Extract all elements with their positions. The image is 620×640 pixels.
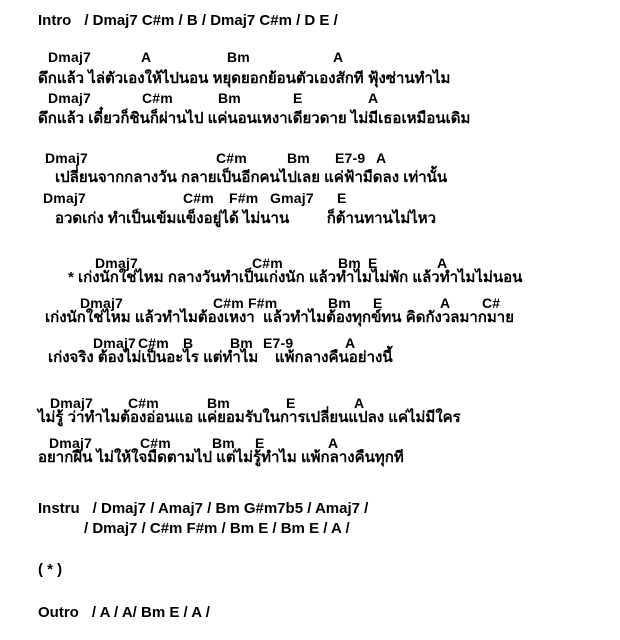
chord-a: A (345, 335, 356, 351)
chord-cm: C#m (252, 255, 283, 271)
chord-cm: C#m (216, 150, 247, 166)
chord-e: E (293, 90, 303, 106)
lyric-line: อยากฝืน ไม่ให้ใจมืดตามไป แต่ไม่รู้ทำไม แพ้กลางคืนทุกที (38, 449, 404, 466)
chord-fm: F#m (229, 190, 259, 206)
chord-a: A (440, 295, 451, 311)
chord-bm: Bm (212, 435, 235, 451)
chord-cm: C#m (138, 335, 169, 351)
chord-e79: E7-9 (335, 150, 366, 166)
chord-fm: F#m (248, 295, 278, 311)
chord-a: A (376, 150, 387, 166)
chord-a: A (333, 49, 344, 65)
lyric-line: อวดเก่ง ทำเป็นเข้มแข็งอยู่ได้ ไม่นาน ก็ต้านทานไม่ไหว (55, 210, 437, 227)
chord-dmaj7: Dmaj7 (95, 255, 139, 271)
chord-a: A (437, 255, 448, 271)
chord-bm: Bm (218, 90, 241, 106)
chord-line (0, 90, 620, 107)
heading-chords: / Dmaj7 / C#m F#m / Bm E / Bm E / A / (84, 520, 350, 537)
chord-dmaj7: Dmaj7 (50, 395, 94, 411)
chord-a: A (141, 49, 152, 65)
chord-line (0, 49, 620, 66)
section-label: Outro (38, 604, 79, 621)
lyric-line: * เก่งนักใช่ไหม กลางวันทำเป็นเก่งนัก แล้วทำไมไม่พัก แล้วทำไมไม่นอน (68, 269, 523, 286)
chord-dmaj7: Dmaj7 (43, 190, 87, 206)
chord-dmaj7: Dmaj7 (93, 335, 137, 351)
chord-bm: Bm (328, 295, 351, 311)
chord-bm: Bm (230, 335, 253, 351)
chord-bm: Bm (287, 150, 310, 166)
heading-chords: / A / A/ Bm E / A / (91, 604, 210, 621)
chord-a: A (328, 435, 339, 451)
instru-heading-line2 (84, 520, 350, 539)
chord-cm: C#m (128, 395, 159, 411)
chord-e: E (286, 395, 296, 411)
chord-e: E (255, 435, 265, 451)
section-label: ( * ) (38, 561, 63, 578)
section-label: Intro (38, 12, 72, 29)
instru-heading (38, 500, 368, 519)
heading-chords: / Dmaj7 / Amaj7 / Bm G#m7b5 / Amaj7 / (92, 500, 369, 517)
lyric-line: ไม่รู้ ว่าทำไมต้องอ่อนแอ แค่ยอมรับในการเปลี่ยนแปลง แค่ไม่มีใคร (38, 409, 461, 426)
chord-cm: C#m (140, 435, 171, 451)
lyric-line: ดึกแล้ว เดี๋ยวก็ชินก็ผ่านไป แค่นอนเหงาเดียวดาย ไม่มีเธอเหมือนเดิม (38, 110, 471, 127)
chord-cm: C#m (142, 90, 173, 106)
chord-e: E (373, 295, 383, 311)
chord-dmaj7: Dmaj7 (45, 150, 89, 166)
chord-bm: Bm (227, 49, 250, 65)
chord-dmaj7: Dmaj7 (48, 49, 92, 65)
chord-bm: Bm (207, 395, 230, 411)
chord-dmaj7: Dmaj7 (80, 295, 124, 311)
lyric-line: ดึกแล้ว ไล่ตัวเองให้ไปนอน หยุดยอกย้อนตัวเองสักที ฟุ้งซ่านทำไม (38, 70, 451, 87)
outro-heading (38, 604, 210, 623)
repeat-chorus-mark (38, 561, 62, 580)
chord-gmaj7: Gmaj7 (270, 190, 314, 206)
chord-c: C# (482, 295, 501, 311)
intro-heading (38, 12, 338, 31)
chord-b: B (183, 335, 194, 351)
chord-e: E (337, 190, 347, 206)
chord-line (0, 150, 620, 167)
chord-e: E (368, 255, 378, 271)
chord-a: A (368, 90, 379, 106)
chord-cm: C#m (213, 295, 244, 311)
chord-cm: C#m (183, 190, 214, 206)
chord-line (0, 190, 620, 207)
heading-chords: / Dmaj7 C#m / B / Dmaj7 C#m / D E / (84, 12, 338, 29)
chord-dmaj7: Dmaj7 (48, 90, 92, 106)
chord-dmaj7: Dmaj7 (49, 435, 93, 451)
section-label: Instru (38, 500, 80, 517)
chord-bm: Bm (338, 255, 361, 271)
chord-e79: E7-9 (263, 335, 294, 351)
lyric-line: เก่งจริง ต้องไม่เป็นอะไร แต่ทำไม แพ้กลางคืนอย่างนี้ (48, 349, 393, 366)
lyric-line: เปลี่ยนจากกลางวัน กลายเป็นอีกคนไปเลย แค่ฟ้ามืดลง เท่านั้น (55, 169, 448, 186)
lyric-line: เก่งนักใช่ไหม แล้วทำไมต้องเหงา แล้วทำไมต้องทุกข์ทน คิดกังวลมากมาย (45, 309, 514, 326)
chord-a: A (354, 395, 365, 411)
